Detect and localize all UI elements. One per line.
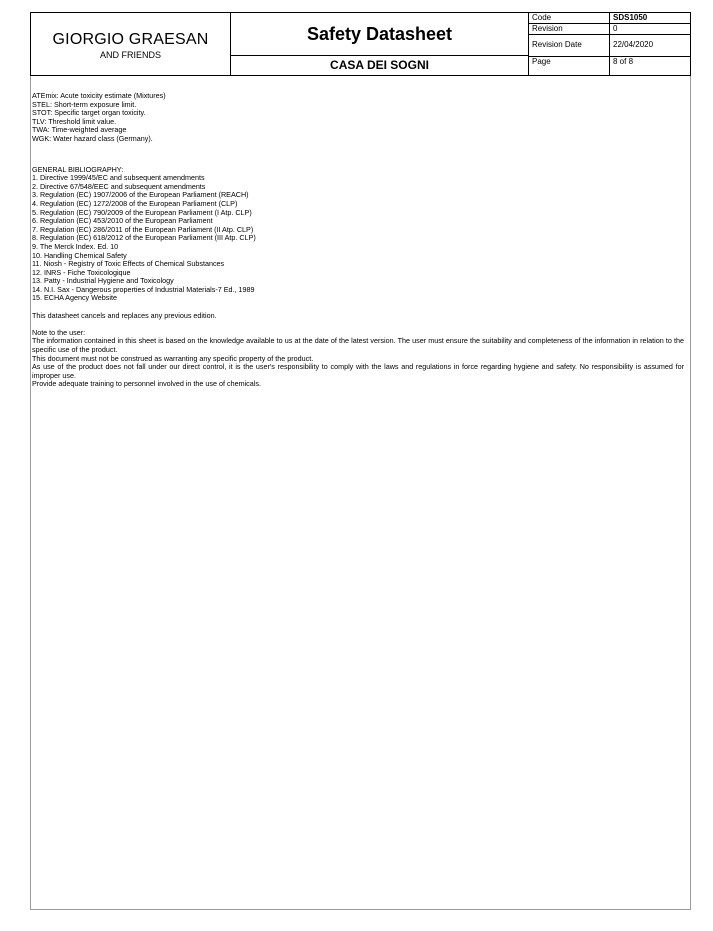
meta-value: 0 xyxy=(613,24,618,33)
abbreviation-item: TLV: Threshold limit value. xyxy=(32,116,117,126)
bibliography-item: 1. Directive 1999/45/EC and subsequent amendments xyxy=(32,173,205,183)
meta-value: SDS1050 xyxy=(613,13,648,22)
meta-row-page xyxy=(529,56,691,75)
company-subtitle: AND FRIENDS xyxy=(99,50,161,60)
abbreviation-item: TWA: Time-weighted average xyxy=(32,125,127,135)
cancels-statement: This datasheet cancels and replaces any previous edition. xyxy=(32,310,217,320)
meta-value: 8 of 8 xyxy=(613,57,634,66)
meta-label: Page xyxy=(529,56,610,75)
company-name: GIORGIO GRAESAN xyxy=(52,31,209,48)
user-note-section xyxy=(32,329,684,389)
bibliography-item: 8. Regulation (EC) 618/2012 of the European Parliament (III Atp. CLP) xyxy=(32,233,256,243)
bibliography-item: 4. Regulation (EC) 1272/2008 of the European Parliament (CLP) xyxy=(32,198,238,208)
abbreviation-item: ATEmix: Acute toxicity estimate (Mixtures) xyxy=(32,91,166,100)
abbreviations-list xyxy=(32,92,684,144)
sds-header xyxy=(30,12,691,76)
abbreviation-item: STOT: Specific target organ toxicity. xyxy=(32,108,146,118)
product-name: CASA DEI SOGNI xyxy=(330,58,429,72)
meta-value: 22/04/2020 xyxy=(613,40,654,49)
user-note-paragraph: Provide adequate training to personnel involved in the use of chemicals. xyxy=(32,379,261,389)
bibliography-item: 6. Regulation (EC) 453/2010 of the European Parliament xyxy=(32,216,213,226)
bibliography-item: 9. The Merck Index. Ed. 10 xyxy=(32,241,119,251)
bibliography-item: 15. ECHA Agency Website xyxy=(32,293,117,303)
abbreviation-item: WGK: Water hazard class (Germany). xyxy=(32,133,153,143)
meta-label: Revision Date xyxy=(529,34,610,56)
bibliography-item: 10. Handling Chemical Safety xyxy=(32,250,127,260)
meta-row-revision-date xyxy=(529,34,691,57)
bibliography-section xyxy=(32,166,684,304)
user-note-paragraph: This document must not be construed as warranting any specific property of the product. xyxy=(32,353,314,363)
page-content xyxy=(32,92,684,389)
bibliography-heading: GENERAL BIBLIOGRAPHY: xyxy=(32,164,124,174)
bibliography-item: 11. Niosh - Registry of Toxic Effects of Chemical Substances xyxy=(32,259,225,269)
user-note-paragraph: The information contained in this sheet is based on the knowledge available to us at the date of the latest version. The user must ensure the suitability and completeness of the information in relation to the specific use of the product. xyxy=(32,336,684,355)
company-block xyxy=(31,13,231,75)
bibliography-item: 3. Regulation (EC) 1907/2006 of the European Parliament (REACH) xyxy=(32,190,249,200)
bibliography-item: 13. Patty - Industrial Hygiene and Toxicology xyxy=(32,276,174,286)
bibliography-item: 7. Regulation (EC) 286/2011 of the European Parliament (II Atp. CLP) xyxy=(32,224,254,234)
user-note-paragraph: As use of the product does not fall under our direct control, it is the user's responsibility to comply with the laws and regulations in force regarding hygiene and safety. No responsibility is assumed for improper use. xyxy=(32,362,684,380)
abbreviation-item: STEL: Short-term exposure limit. xyxy=(32,99,137,109)
bibliography-item: 2. Directive 67/548/EEC and subsequent amendments xyxy=(32,181,206,191)
meta-label: Code xyxy=(529,13,610,23)
bibliography-item: 12. INRS - Fiche Toxicologique xyxy=(32,267,131,277)
meta-label: Revision xyxy=(529,23,610,34)
document-title: Safety Datasheet xyxy=(231,13,528,56)
bibliography-item: 5. Regulation (EC) 790/2009 of the European Parliament (I Atp. CLP) xyxy=(32,207,252,217)
bibliography-item: 14. N.I. Sax - Dangerous properties of Industrial Materials-7 Ed., 1989 xyxy=(32,284,255,294)
user-note-heading: Note to the user: xyxy=(32,327,86,337)
document-meta-table xyxy=(528,13,690,75)
